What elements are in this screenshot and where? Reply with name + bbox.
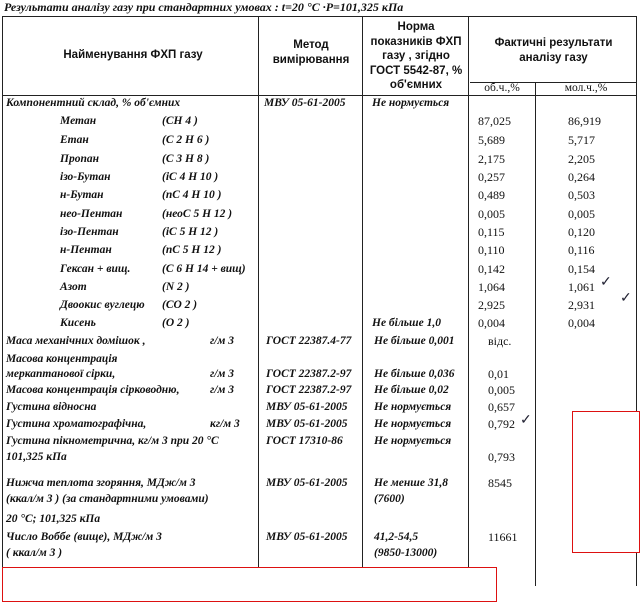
vol-percent-cell: 0,115 [478, 225, 505, 239]
norm-cell: Не більше 0,036 [374, 368, 455, 380]
property-unit: кг/м 3 [210, 418, 240, 430]
property-name: Масова концентрація сірководню, [6, 384, 180, 396]
col-divider [258, 16, 259, 586]
component-formula: (iC 5 H 12 ) [162, 226, 219, 238]
property-unit: г/м 3 [210, 368, 234, 380]
vol-percent-cell: 0,142 [478, 262, 505, 276]
property-name: Густина хроматографічна, [6, 418, 147, 430]
component-formula: (nC 4 H 10 ) [162, 189, 222, 201]
redaction-box [2, 567, 497, 602]
mol-percent-cell: 0,154 [568, 262, 595, 276]
mol-percent-cell: 0,116 [568, 243, 595, 257]
mol-percent-cell: 1,061 [568, 280, 595, 294]
method-cell: МВУ 05-61-2005 [266, 401, 348, 413]
component-header-label: Компонентний склад, % об'ємних [6, 97, 181, 109]
vol-percent-cell: 0,110 [478, 243, 505, 257]
norm-cell: Не менше 31,8 [374, 477, 448, 489]
vol-percent-cell: 0,257 [478, 170, 505, 184]
method-cell: ГОСТ 22387.2-97 [266, 368, 352, 380]
property-name: Нижча теплота згоряння, МДж/м 3 [6, 477, 196, 489]
norm-cell: Не нормується [372, 97, 450, 109]
method-cell: ГОСТ 22387.2-97 [266, 384, 352, 396]
property-unit: г/м 3 [210, 384, 234, 396]
component-name: Метан [60, 115, 97, 127]
component-formula: (CO 2 ) [162, 299, 198, 311]
method-cell: МВУ 05-61-2005 [266, 477, 348, 489]
norm-cell: Не нормується [374, 418, 452, 430]
col-divider [362, 16, 363, 586]
property-unit: г/м 3 [210, 335, 234, 347]
table-caption: Результати аналізу газу при стандартних умовах : t=20 °С ·Р=101,325 кПа [4, 0, 404, 14]
norm-cell: Не більше 0,001 [374, 335, 455, 347]
method-cell: ГОСТ 17310-86 [266, 435, 343, 447]
mol-percent-cell: 86,919 [568, 114, 601, 128]
vol-percent-cell: 5,689 [478, 133, 505, 147]
property-name: Масова концентрація [6, 353, 118, 365]
vol-percent-cell: 2,925 [478, 298, 505, 312]
property-name: Маса механічних домішок , [6, 335, 146, 347]
check-mark-icon: ✓ [620, 291, 632, 306]
vol-percent-cell: 87,025 [478, 114, 511, 128]
property-name: Густина відносна [6, 401, 97, 413]
property-name: Число Воббе (вище), МДж/м 3 [6, 531, 162, 543]
component-name: Етан [60, 134, 89, 146]
col-divider [468, 16, 469, 586]
component-formula: (CH 4 ) [162, 115, 198, 127]
mol-percent-cell: 0,004 [568, 316, 595, 330]
component-formula: (неоC 5 H 12 ) [162, 208, 233, 220]
vol-percent-cell: 1,064 [478, 280, 505, 294]
check-mark-icon: ✓ [600, 275, 612, 290]
norm-cell: (9850-13000) [374, 547, 438, 559]
component-name: ізо-Пентан [60, 226, 119, 238]
component-formula: (C 2 H 6 ) [162, 134, 210, 146]
header-vol: об.ч.,% [484, 82, 520, 94]
vol-percent-cell: 0,657 [488, 400, 515, 414]
component-name: Пропан [60, 153, 99, 165]
header-actual: Фактичні результати аналізу газу [494, 37, 613, 64]
norm-cell: Не більше 1,0 [372, 317, 441, 329]
method-cell: ГОСТ 22387.4-77 [266, 335, 352, 347]
method-cell: МВУ 05-61-2005 [266, 418, 348, 430]
property-name: меркаптанової сірки, [6, 368, 116, 380]
vol-percent-cell: 2,175 [478, 152, 505, 166]
norm-cell: Не нормується [374, 435, 452, 447]
component-name: н-Бутан [60, 189, 104, 201]
vol-percent-cell: 0,793 [488, 450, 515, 464]
vol-percent-cell: 0,005 [488, 383, 515, 397]
property-name: (ккал/м 3 ) (за стандартними умовами) [6, 493, 209, 505]
mol-percent-cell: 5,717 [568, 133, 595, 147]
col-divider [535, 82, 536, 586]
component-formula: (N 2 ) [162, 281, 190, 293]
vol-percent-cell: 8545 [488, 476, 512, 490]
norm-cell: Не більше 0,02 [374, 384, 449, 396]
component-formula: (C 3 H 8 ) [162, 153, 210, 165]
vol-percent-cell: 0,005 [478, 207, 505, 221]
component-formula: (nC 5 H 12 ) [162, 244, 222, 256]
mol-percent-cell: 0,120 [568, 225, 595, 239]
mol-percent-cell: 2,205 [568, 152, 595, 166]
component-name: Кисень [60, 317, 96, 329]
vol-percent-cell: 0,792 [488, 417, 515, 431]
method-cell: МВУ 05-61-2005 [264, 97, 346, 109]
component-name: ізо-Бутан [60, 171, 111, 183]
vol-percent-cell: 0,01 [488, 367, 509, 381]
norm-cell: (7600) [374, 493, 405, 505]
vol-percent-cell: відс. [488, 334, 512, 348]
header-norm: Норма показників ФХП газу , згідно ГОСТ 5542-87, % об'ємних [369, 21, 463, 91]
property-name: ( ккал/м 3 ) [6, 547, 63, 559]
mol-percent-cell: 0,005 [568, 207, 595, 221]
check-mark-icon: ✓ [520, 413, 532, 428]
method-cell: МВУ 05-61-2005 [266, 531, 348, 543]
property-name: 101,325 кПа [6, 451, 67, 463]
vol-percent-cell: 11661 [488, 530, 518, 544]
property-name: Густина пікнометрична, кг/м 3 при 20 °С [6, 435, 219, 447]
norm-cell: Не нормується [374, 401, 452, 413]
mol-percent-cell: 0,503 [568, 188, 595, 202]
component-formula: (C 6 H 14 + вищ) [162, 263, 246, 275]
header-mol: мол.ч.,% [564, 82, 608, 94]
component-name: Гексан + вищ. [60, 263, 131, 275]
component-name: нео-Пентан [60, 208, 123, 220]
mol-percent-cell: 0,264 [568, 170, 595, 184]
mol-percent-cell: 2,931 [568, 298, 595, 312]
norm-cell: 41,2-54,5 [374, 531, 419, 543]
property-name: 20 °С; 101,325 кПа [6, 513, 101, 525]
component-formula: (O 2 ) [162, 317, 190, 329]
vol-percent-cell: 0,489 [478, 188, 505, 202]
header-method: Метод вимірювання [272, 39, 350, 66]
component-name: н-Пентан [60, 244, 112, 256]
header-name: Найменування ФХП газу [63, 49, 203, 61]
vol-percent-cell: 0,004 [478, 316, 505, 330]
component-name: Двоокис вуглецю [60, 299, 145, 311]
component-formula: (iC 4 H 10 ) [162, 171, 219, 183]
component-name: Азот [60, 281, 87, 293]
redaction-box [572, 411, 640, 553]
